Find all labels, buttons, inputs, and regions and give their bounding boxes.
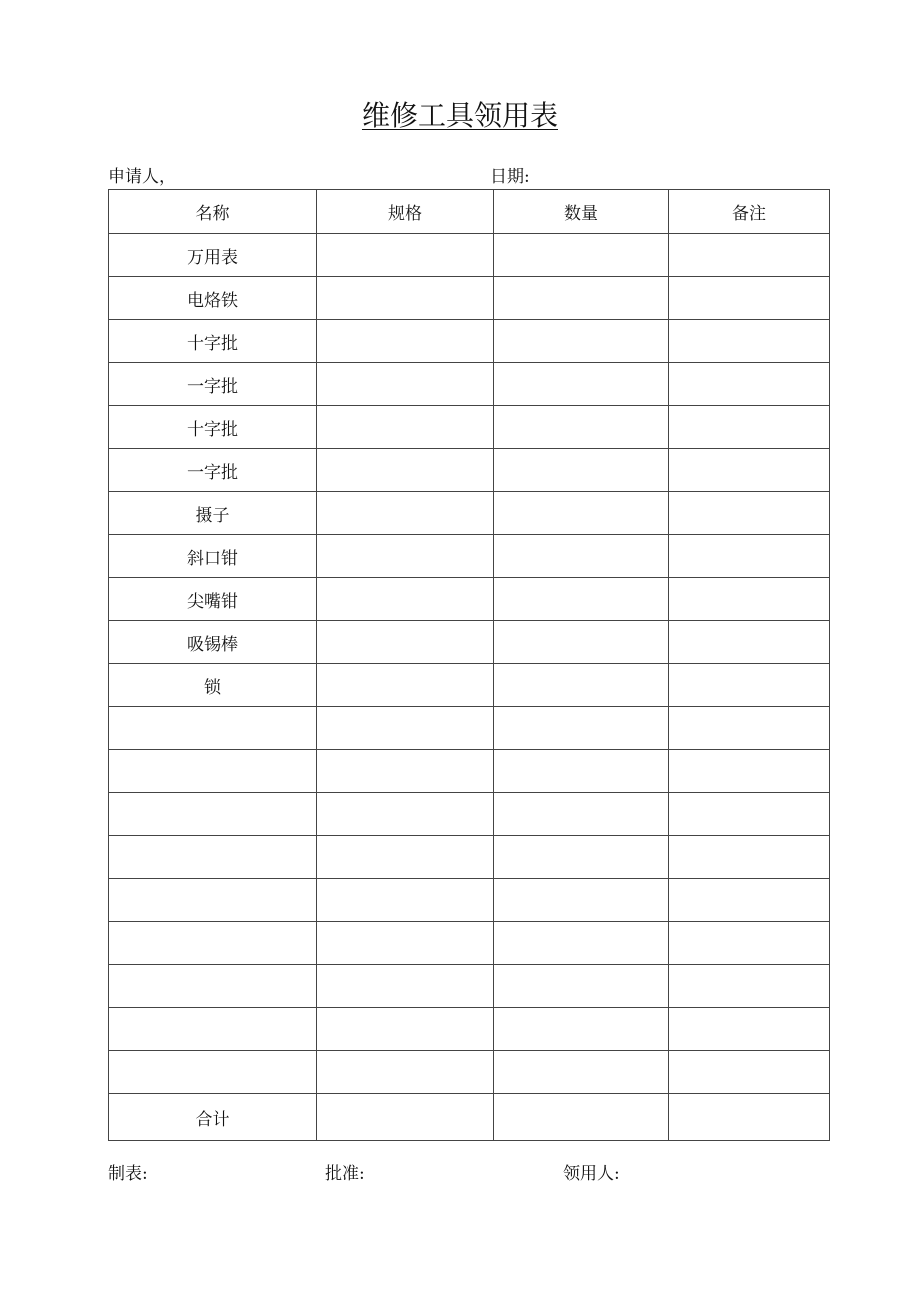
table-body	[109, 234, 830, 1141]
total-cell-spec[interactable]	[317, 1094, 494, 1141]
cell-remarks[interactable]	[669, 234, 830, 277]
cell-name[interactable]	[109, 922, 317, 965]
cell-remarks[interactable]	[669, 621, 830, 664]
cell-quantity[interactable]	[494, 320, 669, 363]
cell-name[interactable]: 一字批	[109, 363, 317, 406]
cell-spec[interactable]	[317, 234, 494, 277]
table-row	[109, 750, 830, 793]
cell-spec[interactable]	[317, 1051, 494, 1094]
column-header-quantity: 数量	[494, 190, 669, 234]
cell-spec[interactable]	[317, 449, 494, 492]
cell-spec[interactable]	[317, 836, 494, 879]
cell-remarks[interactable]	[669, 492, 830, 535]
cell-name[interactable]: 锁	[109, 664, 317, 707]
table-row	[109, 363, 830, 406]
cell-quantity[interactable]	[494, 277, 669, 320]
table-row	[109, 922, 830, 965]
table-row	[109, 621, 830, 664]
table-row	[109, 793, 830, 836]
table-row	[109, 707, 830, 750]
table-row	[109, 406, 830, 449]
cell-name[interactable]	[109, 879, 317, 922]
cell-remarks[interactable]	[669, 449, 830, 492]
cell-spec[interactable]	[317, 406, 494, 449]
made-by-label: 制表:	[108, 1164, 148, 1184]
total-label: 合计	[109, 1094, 317, 1141]
cell-remarks[interactable]	[669, 406, 830, 449]
cell-quantity[interactable]	[494, 793, 669, 836]
cell-remarks[interactable]	[669, 836, 830, 879]
cell-spec[interactable]	[317, 320, 494, 363]
cell-name[interactable]: 电烙铁	[109, 277, 317, 320]
cell-quantity[interactable]	[494, 621, 669, 664]
cell-name[interactable]: 摄子	[109, 492, 317, 535]
cell-spec[interactable]	[317, 965, 494, 1008]
cell-name[interactable]: 斜口钳	[109, 535, 317, 578]
receiver-label: 领用人:	[563, 1164, 620, 1184]
cell-quantity[interactable]	[494, 234, 669, 277]
cell-spec[interactable]	[317, 664, 494, 707]
cell-remarks[interactable]	[669, 793, 830, 836]
table-row	[109, 965, 830, 1008]
cell-remarks[interactable]	[669, 922, 830, 965]
cell-name[interactable]	[109, 707, 317, 750]
cell-name[interactable]	[109, 1051, 317, 1094]
table-header-row	[109, 190, 830, 234]
cell-name[interactable]: 吸锡棒	[109, 621, 317, 664]
table-row	[109, 664, 830, 707]
cell-remarks[interactable]	[669, 320, 830, 363]
cell-spec[interactable]	[317, 879, 494, 922]
table-row	[109, 320, 830, 363]
table-row	[109, 535, 830, 578]
cell-quantity[interactable]	[494, 664, 669, 707]
cell-name[interactable]	[109, 750, 317, 793]
cell-quantity[interactable]	[494, 492, 669, 535]
table-row-total	[109, 1094, 830, 1141]
table-row	[109, 879, 830, 922]
table-row	[109, 1008, 830, 1051]
cell-spec[interactable]	[317, 492, 494, 535]
cell-spec[interactable]	[317, 277, 494, 320]
cell-spec[interactable]	[317, 750, 494, 793]
cell-name[interactable]	[109, 836, 317, 879]
cell-spec[interactable]	[317, 363, 494, 406]
cell-remarks[interactable]	[669, 707, 830, 750]
cell-spec[interactable]	[317, 535, 494, 578]
cell-spec[interactable]	[317, 793, 494, 836]
cell-name[interactable]: 一字批	[109, 449, 317, 492]
table-row	[109, 277, 830, 320]
cell-name[interactable]: 十字批	[109, 406, 317, 449]
cell-spec[interactable]	[317, 578, 494, 621]
cell-quantity[interactable]	[494, 879, 669, 922]
cell-quantity[interactable]	[494, 965, 669, 1008]
cell-spec[interactable]	[317, 1008, 494, 1051]
cell-remarks[interactable]	[669, 277, 830, 320]
cell-remarks[interactable]	[669, 664, 830, 707]
cell-remarks[interactable]	[669, 1008, 830, 1051]
cell-quantity[interactable]	[494, 750, 669, 793]
cell-name[interactable]: 万用表	[109, 234, 317, 277]
cell-name[interactable]	[109, 965, 317, 1008]
cell-remarks[interactable]	[669, 535, 830, 578]
table-row	[109, 449, 830, 492]
column-header-remarks: 备注	[669, 190, 830, 234]
form-title	[0, 96, 920, 136]
cell-quantity[interactable]	[494, 707, 669, 750]
cell-quantity[interactable]	[494, 1008, 669, 1051]
total-cell-quantity[interactable]	[494, 1094, 669, 1141]
cell-remarks[interactable]	[669, 363, 830, 406]
column-header-name: 名称	[109, 190, 317, 234]
cell-quantity[interactable]	[494, 836, 669, 879]
tool-requisition-table	[108, 189, 830, 1141]
table-row	[109, 836, 830, 879]
cell-quantity[interactable]	[494, 449, 669, 492]
table-row	[109, 234, 830, 277]
table-row	[109, 578, 830, 621]
cell-remarks[interactable]	[669, 965, 830, 1008]
cell-quantity[interactable]	[494, 578, 669, 621]
form-title-text: 维修工具领用表	[361, 99, 558, 132]
table-row	[109, 1051, 830, 1094]
cell-quantity[interactable]	[494, 363, 669, 406]
column-header-spec: 规格	[317, 190, 494, 234]
cell-spec[interactable]	[317, 707, 494, 750]
cell-name[interactable]: 十字批	[109, 320, 317, 363]
cell-remarks[interactable]	[669, 578, 830, 621]
approved-by-label: 批准:	[325, 1164, 365, 1184]
cell-name[interactable]	[109, 1008, 317, 1051]
cell-quantity[interactable]	[494, 535, 669, 578]
cell-remarks[interactable]	[669, 1051, 830, 1094]
total-cell-remarks[interactable]	[669, 1094, 830, 1141]
cell-spec[interactable]	[317, 922, 494, 965]
cell-quantity[interactable]	[494, 922, 669, 965]
cell-name[interactable]	[109, 793, 317, 836]
table-row	[109, 492, 830, 535]
cell-quantity[interactable]	[494, 1051, 669, 1094]
cell-name[interactable]: 尖嘴钳	[109, 578, 317, 621]
cell-spec[interactable]	[317, 621, 494, 664]
applicant-label: 申请人，	[108, 167, 176, 187]
date-label: 日期:	[490, 167, 530, 187]
cell-quantity[interactable]	[494, 406, 669, 449]
cell-remarks[interactable]	[669, 750, 830, 793]
cell-remarks[interactable]	[669, 879, 830, 922]
